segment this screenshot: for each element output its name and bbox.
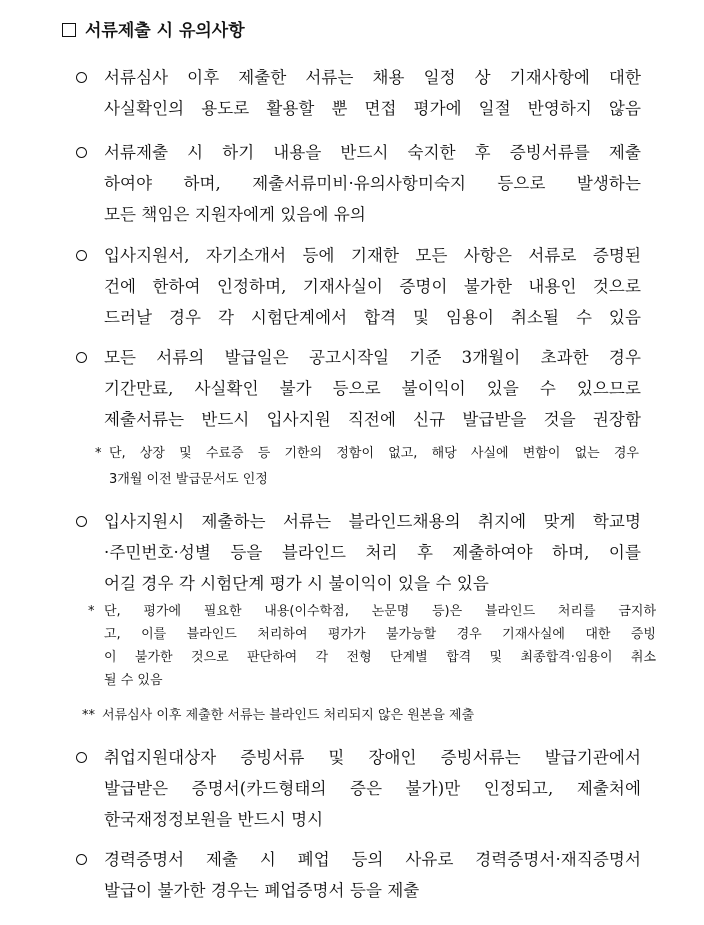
footnote-line: 서류심사 이후 제출한 서류는 블라인드 처리되지 않은 원본을 제출 [102,708,475,723]
item-line: 모든 책임은 지원자에게 있음에 유의 [104,205,366,224]
item-line: 입사지원서, 자기소개서 등에 기재한 모든 사항은 서류로 증명된 [104,246,641,265]
item-line: 경력증명서 제출 시 폐업 등의 사유로 경력증명서·재직증명서 [104,850,641,869]
item-line: 발급받은 증명서(카드형태의 증은 불가)만 인정되고, 제출처에 [104,779,641,798]
footnote-marker: * [95,446,102,461]
footnote-marker: ** [82,708,95,723]
item-line: 하여야 하며, 제출서류미비·유의사항미숙지 등으로 발생하는 [104,174,641,193]
item-line: 드러날 경우 각 시험단계에서 합격 및 임용이 취소될 수 있음 [104,308,641,327]
checkbox-square-icon [62,23,76,37]
item-line: 서류제출 시 하기 내용을 반드시 숙지한 후 증빙서류를 제출 [104,143,641,162]
item-line: ·주민번호·성별 등을 블라인드 처리 후 제출하여야 하며, 이를 [104,543,641,562]
item-line: 모든 서류의 발급일은 공고시작일 기준 3개월이 초과한 경우 [104,348,641,367]
item-line: 한국재정정보원을 반드시 명시 [104,810,324,829]
item-line: 기간만료, 사실확인 불가 등으로 불이익이 있을 수 있으므로 [104,379,641,398]
circle-bullet-icon [76,516,87,527]
circle-bullet-icon [76,752,87,763]
circle-bullet-icon [76,147,87,158]
item-line: 서류심사 이후 제출한 서류는 채용 일정 상 기재사항에 대한 [104,68,641,87]
item-line: 제출서류는 반드시 입사지원 직전에 신규 발급받을 것을 권장함 [104,410,641,429]
footnote-line: 고, 이를 블라인드 처리하여 평가가 불가능할 경우 기재사실에 대한 증빙 [104,627,656,642]
item-line: 취업지원대상자 증빙서류 및 장애인 증빙서류는 발급기관에서 [104,748,641,767]
footnote-line: 3개월 이전 발급문서도 인정 [109,472,268,487]
circle-bullet-icon [76,72,87,83]
circle-bullet-icon [76,352,87,363]
item-line: 건에 한하여 인정하며, 기재사실이 증명이 불가한 내용인 것으로 [104,277,641,296]
item-line: 어길 경우 각 시험단계 평가 시 불이익이 있을 수 있음 [104,574,489,593]
circle-bullet-icon [76,854,87,865]
footnote-line: 단, 상장 및 수료증 등 기한의 정함이 없고, 해당 사실에 변함이 없는 경우 [109,446,639,461]
footnote-marker: * [88,604,95,619]
item-line: 입사지원시 제출하는 서류는 블라인드채용의 취지에 맞게 학교명 [104,512,641,531]
footnote-line: 이 불가한 것으로 판단하여 각 전형 단계별 합격 및 최종합격·임용이 취소 [104,650,656,665]
footnote-line: 될 수 있음 [104,673,163,688]
section-title [62,19,245,43]
item-line: 발급이 불가한 경우는 폐업증명서 등을 제출 [104,881,420,900]
circle-bullet-icon [76,250,87,261]
section-title-text: 서류제출 시 유의사항 [85,21,245,41]
footnote-line: 단, 평가에 필요한 내용(이수학점, 논문명 등)은 블라인드 처리를 금지하 [104,604,656,619]
item-line: 사실확인의 용도로 활용할 뿐 면접 평가에 일절 반영하지 않음 [104,99,641,118]
